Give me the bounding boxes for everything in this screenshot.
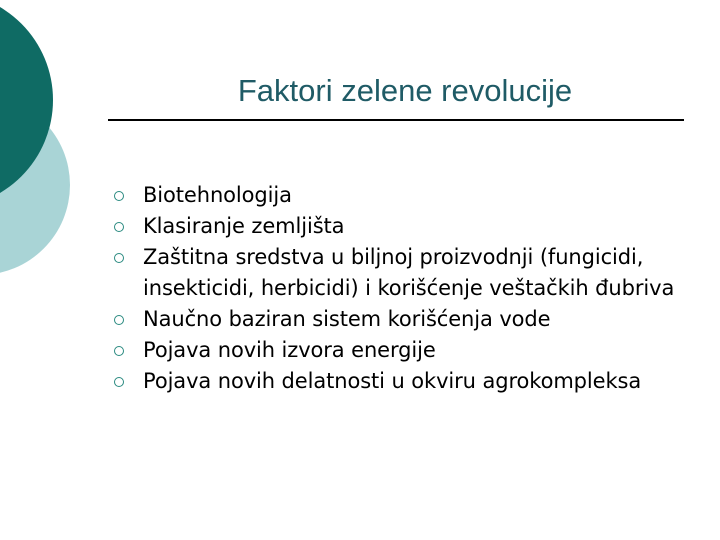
bullet-text: Pojava novih izvora energije <box>143 338 436 362</box>
bullet-item-voda <box>114 304 704 335</box>
bullet-item-klasiranje <box>114 211 704 242</box>
hollow-circle-bullet-icon <box>114 222 124 232</box>
slide-title: Faktori zelene revolucije <box>237 73 573 108</box>
bullet-item-energija <box>114 335 704 366</box>
bullet-text: Zaštitna sredstva u biljnoj proizvodnji (fungicidi, insekticidi, herbicidi) i korišćenje veštačkih đubriva <box>143 245 675 300</box>
bullet-list <box>114 180 704 397</box>
hollow-circle-bullet-icon <box>114 377 124 387</box>
hollow-circle-bullet-icon <box>114 253 124 263</box>
corner-decoration <box>0 0 120 300</box>
bullet-item-biotehnologija <box>114 180 704 211</box>
hollow-circle-bullet-icon <box>114 315 124 325</box>
hollow-circle-bullet-icon <box>114 346 124 356</box>
hollow-circle-bullet-icon <box>114 191 124 201</box>
title-divider <box>108 119 684 121</box>
bullet-item-zastitna-sredstva <box>114 242 704 304</box>
bullet-text: Klasiranje zemljišta <box>143 214 345 238</box>
bullet-text: Naučno baziran sistem korišćenja vode <box>143 307 551 331</box>
bullet-item-agrokompleks <box>114 366 704 397</box>
bullet-text: Biotehnologija <box>143 183 292 207</box>
bullet-text: Pojava novih delatnosti u okviru agrokompleksa <box>143 369 642 393</box>
